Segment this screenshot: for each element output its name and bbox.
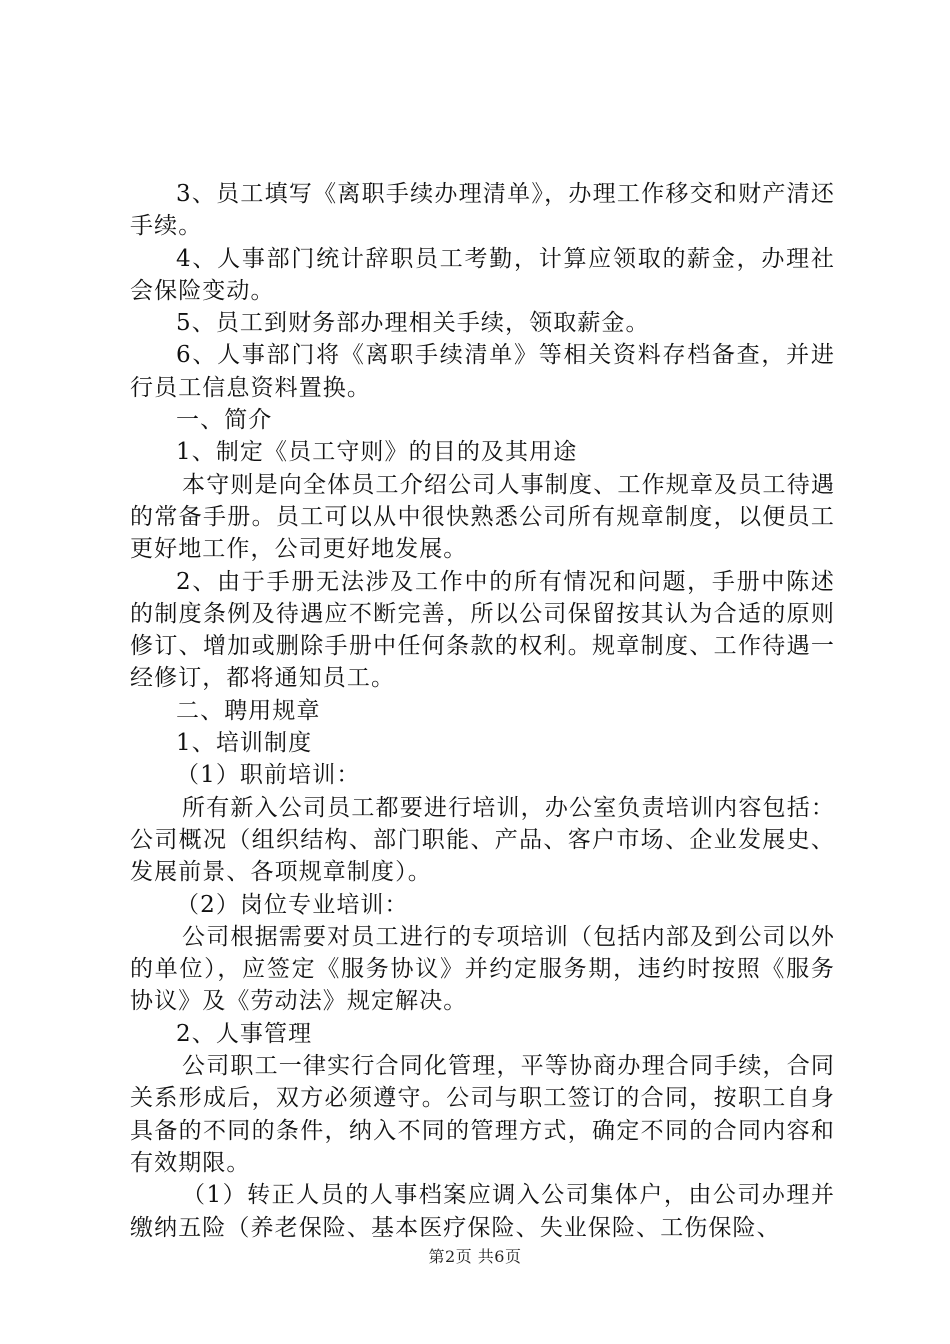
item-heading: （1）职前培训： [176,762,361,789]
paragraph: 6、人事部门将《离职手续清单》等相关资料存档备查，并进行员工信息资料置换。 [130,342,835,401]
subsection-heading: 1、制定《员工守则》的目的及其用途 [176,439,578,466]
paragraph: 2、由于手册无法涉及工作中的所有情况和问题，手册中陈述的制度条例及待遇应不断完善，所以公司保留按其认为合适的原则修订、增加或删除手册中任何条款的权利。规章制度、工作待遇一经修订，都将通知员工。 [130,568,835,692]
document-body [130,178,835,1244]
paragraph: 公司根据需要对员工进行的专项培训（包括内部及到公司以外的单位），应签定《服务协议》并约定服务期，违约时按照《服务协议》及《劳动法》规定解决。 [130,923,835,1015]
paragraph: （1）转正人员的人事档案应调入公司集体户，由公司办理并缴纳五险（养老保险、基本医疗保险、失业保险、工伤保险、 [130,1182,835,1241]
item-heading: （2）岗位专业培训： [176,891,409,918]
subsection-heading: 2、人事管理 [176,1020,313,1047]
paragraph: 4、人事部门统计辞职员工考勤，计算应领取的薪金，办理社会保险变动。 [130,245,835,304]
section-heading: 一、简介 [176,407,273,434]
paragraph: 3、员工填写《离职手续办理清单》，办理工作移交和财产清还手续。 [130,181,835,240]
section-heading: 二、聘用规章 [176,697,321,724]
paragraph: 5、员工到财务部办理相关手续，领取薪金。 [176,310,650,337]
paragraph: 所有新入公司员工都要进行培训，办公室负责培训内容包括：公司概况（组织结构、部门职能、产品、客户市场、企业发展史、发展前景、各项规章制度）。 [130,794,835,886]
page-number-footer: 第2页 共6页 [428,1247,522,1266]
paragraph: 本守则是向全体员工介绍公司人事制度、工作规章及员工待遇的常备手册。员工可以从中很快熟悉公司所有规章制度，以便员工更好地工作，公司更好地发展。 [130,471,835,563]
subsection-heading: 1、培训制度 [176,730,313,757]
paragraph: 公司职工一律实行合同化管理，平等协商办理合同手续，合同关系形成后，双方必须遵守。公司与职工签订的合同，按职工自身具备的不同的条件，纳入不同的管理方式，确定不同的合同内容和有效期限。 [130,1053,835,1176]
